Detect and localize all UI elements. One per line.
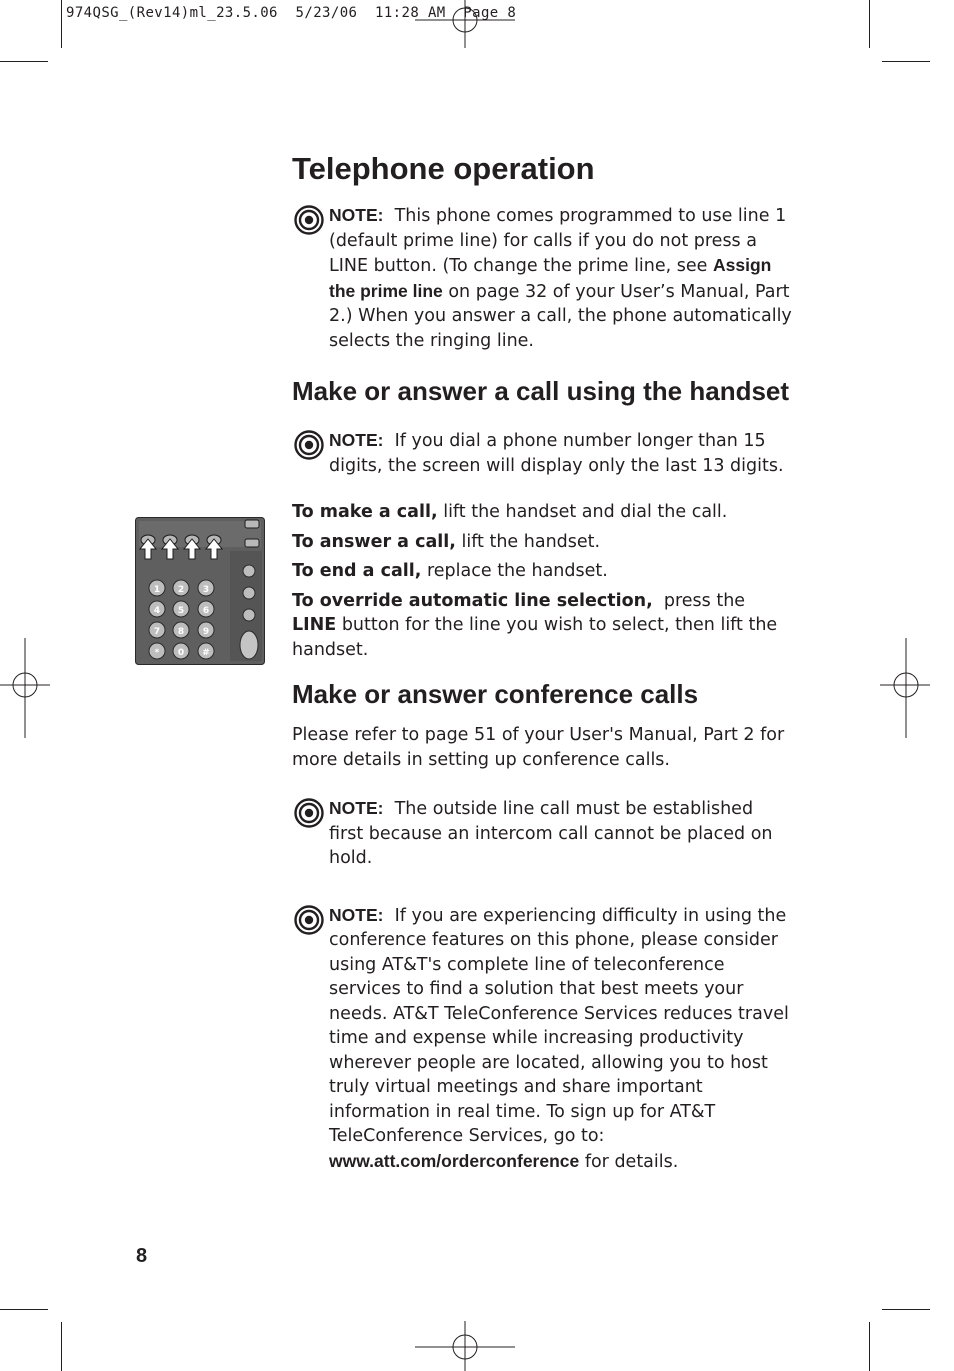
page-content xyxy=(292,150,792,1174)
registration-mark-icon xyxy=(880,638,930,738)
instruction-bold: To override automatic line selection, xyxy=(292,590,653,611)
instruction-bold: To end a call, xyxy=(292,561,422,582)
registration-mark-icon xyxy=(415,0,515,50)
keypad-key-label: 1 xyxy=(153,585,161,595)
instruction-answer-call xyxy=(292,530,792,555)
crop-mark xyxy=(61,0,62,48)
section-heading-conference: Make or answer conference calls xyxy=(292,679,699,710)
instructions-list xyxy=(292,500,792,662)
page-number: 8 xyxy=(136,1245,148,1267)
conference-paragraph: Please refer to page 51 of your User's Manual, Part 2 for more details in setting up conference calls. xyxy=(292,725,785,770)
crop-mark xyxy=(882,61,930,62)
note-text: for details. xyxy=(579,1151,679,1172)
target-bullet-icon xyxy=(294,205,324,235)
note-digits xyxy=(292,428,792,478)
keypad-key-label: 6 xyxy=(202,606,210,616)
phone-keypad-illustration-icon xyxy=(135,517,265,665)
instruction-end-call xyxy=(292,559,792,584)
target-bullet-icon xyxy=(294,798,324,828)
print-slug: 974QSG_(Rev14)ml_23.5.06 5/23/06 11:28 AM Page 8 xyxy=(66,5,517,21)
target-bullet-icon xyxy=(294,430,324,460)
instruction-bold: To make a call, xyxy=(292,502,438,523)
keypad-key-label: * xyxy=(154,648,160,658)
instruction-text: lift the handset and dial the call. xyxy=(437,502,728,523)
note-label: NOTE: xyxy=(329,798,384,819)
keypad-key-label: 0 xyxy=(177,648,185,658)
keypad-key-label: 8 xyxy=(177,627,185,637)
registration-mark-icon xyxy=(415,1321,515,1371)
keypad-key-label: 2 xyxy=(177,585,185,595)
instruction-text: lift the handset. xyxy=(455,531,601,552)
page-title: Telephone operation xyxy=(292,151,595,186)
note-text: If you are experiencing difficulty in using the conference features on this phone, please consider using AT&T's complete line of teleconference services to find a solution that best meets your needs. AT&T TeleConference Services reduces travel time and expense while increasing productivity wherever people are located, allowing you to host truly virtual meetings and share important information in real time. To sign up for AT&T TeleConference Services, go to: xyxy=(329,905,789,1147)
note-text: This phone comes programmed to use line 1 (default prime line) for calls if you do not press a LINE button. (To change the prime line, see xyxy=(329,206,787,277)
instruction-bold: To answer a call, xyxy=(292,531,456,552)
keypad-key-label: # xyxy=(202,648,210,658)
crop-mark xyxy=(869,1322,870,1371)
instruction-text: button for the line you wish to select, then lift the handset. xyxy=(292,615,778,660)
instruction-text: press the xyxy=(652,590,751,611)
keypad-key-label: 5 xyxy=(177,606,185,616)
note-outside-line xyxy=(292,796,792,871)
note-teleconference xyxy=(292,903,792,1175)
keypad-key-label: 9 xyxy=(202,627,210,637)
crop-mark xyxy=(882,1309,930,1310)
note-text: If you dial a phone number longer than 15 digits, the screen will display only the last 13 digits. xyxy=(329,431,784,476)
note-prime-line xyxy=(292,203,792,353)
crop-mark xyxy=(61,1322,62,1371)
target-bullet-icon xyxy=(294,905,324,935)
note-emphasis: Assign the prime line xyxy=(329,255,772,301)
crop-mark xyxy=(0,1309,48,1310)
note-text: The outside line call must be established first because an intercom call cannot be placed on hold. xyxy=(329,799,773,869)
crop-mark xyxy=(869,0,870,48)
keypad-key-label: 7 xyxy=(153,627,161,637)
instruction-bold: LINE xyxy=(292,615,337,636)
note-label: NOTE: xyxy=(329,205,384,226)
note-label: NOTE: xyxy=(329,430,384,451)
note-label: NOTE: xyxy=(329,904,384,925)
instruction-text: replace the handset. xyxy=(421,561,608,582)
crop-mark xyxy=(0,61,48,62)
keypad-key-label: 3 xyxy=(202,585,210,595)
registration-mark-icon xyxy=(0,638,50,738)
note-text: on page 32 of your User’s Manual, Part 2.) When you answer a call, the phone automatically selects the ringing line. xyxy=(329,281,792,351)
instruction-make-call xyxy=(292,500,792,525)
instruction-override xyxy=(292,589,792,663)
teleconference-url: www.att.com/orderconference xyxy=(329,1150,580,1171)
section-heading-handset: Make or answer a call using the handset xyxy=(292,376,790,407)
keypad-key-label: 4 xyxy=(153,606,161,616)
